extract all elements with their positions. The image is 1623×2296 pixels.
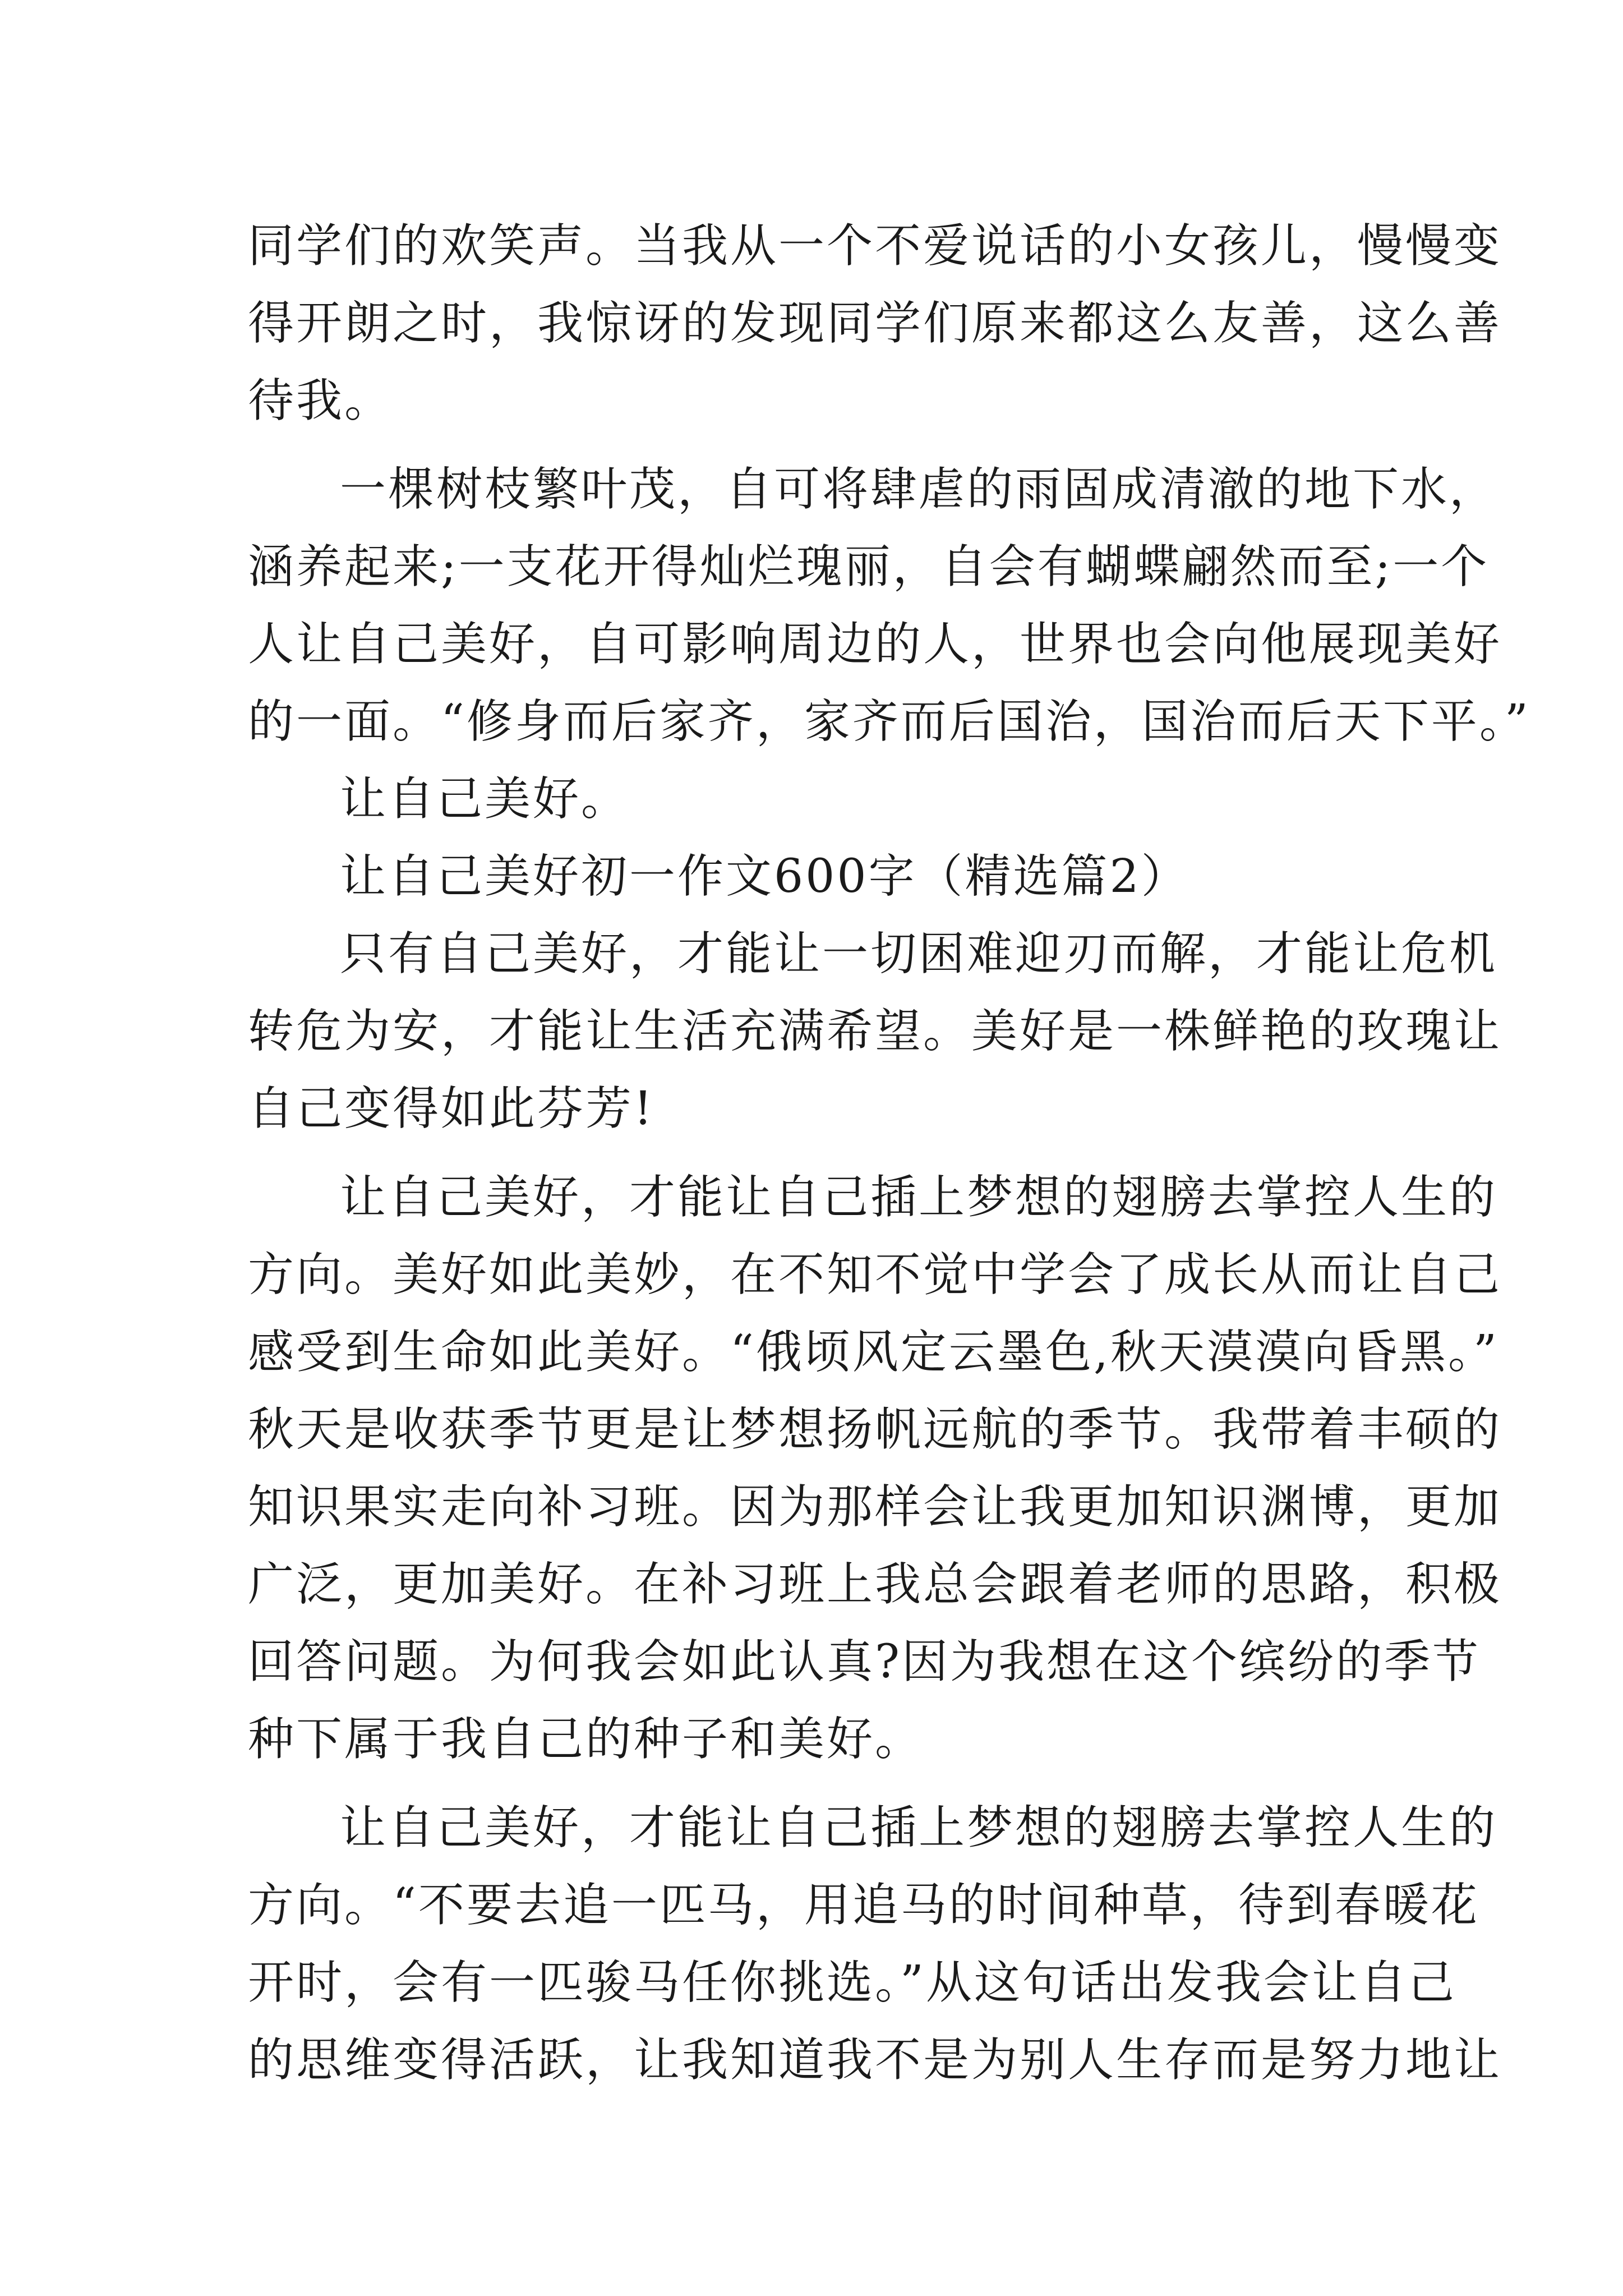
text-line: 人让自己美好，自可影响周边的人，世界也会向他展现美好 [248,618,1502,671]
text-line: 同学们的欢笑声。当我从一个不爱说话的小女孩儿，慢慢变 [248,219,1502,273]
text-line: 让自己美好。 [340,772,630,826]
text-line: 方向。美好如此美妙，在不知不觉中学会了成长从而让自己 [248,1248,1502,1301]
text-line: 只有自己美好，才能让一切困难迎刃而解，才能让危机 [340,927,1498,981]
section-heading: 让自己美好初一作文600字（精选篇2） [340,850,1189,903]
text-line: 自己变得如此芬芳! [248,1082,654,1135]
body-text [248,208,1530,2099]
text-line: 方向。“不要去追一匹马，用追马的时间种草，待到春暖花 [248,1879,1479,1932]
text-line: 广泛，更加美好。在补习班上我总会跟着老师的思路，积极 [248,1558,1502,1611]
text-line: 的一面。“修身而后家齐，家齐而后国治，国治而后天下平。” [248,695,1530,748]
text-line: 一棵树枝繁叶茂，自可将肆虐的雨固成清澈的地下水， [340,463,1498,516]
text-line: 待我。 [248,374,393,427]
text-line: 种下属于我自己的种子和美好。 [248,1713,924,1766]
text-line: 得开朗之时，我惊讶的发现同学们原来都这么友善，这么善 [248,297,1502,350]
text-line: 的思维变得活跃，让我知道我不是为别人生存而是努力地让 [248,2033,1502,2087]
text-line: 知识果实走向补习班。因为那样会让我更加知识渊博，更加 [248,1480,1502,1534]
text-line: 让自己美好，才能让自己插上梦想的翅膀去掌控人生的 [340,1801,1498,1855]
text-line: 转危为安，才能让生活充满希望。美好是一株鲜艳的玫瑰让 [248,1005,1502,1058]
text-line: 回答问题。为何我会如此认真?因为我想在这个缤纷的季节 [248,1635,1481,1688]
text-line: 秋天是收获季节更是让梦想扬帆远航的季节。我带着丰硕的 [248,1403,1502,1456]
text-line: 开时，会有一匹骏马任你挑选。”从这句话出发我会让自己 [248,1956,1456,2009]
text-line: 感受到生命如此美好。“俄顷风定云墨色,秋天漠漠向昏黑。” [248,1326,1499,1379]
text-line: 让自己美好，才能让自己插上梦想的翅膀去掌控人生的 [340,1171,1498,1224]
text-line: 涵养起来;一支花开得灿烂瑰丽，自会有蝴蝶翩然而至;一个 [248,540,1490,593]
